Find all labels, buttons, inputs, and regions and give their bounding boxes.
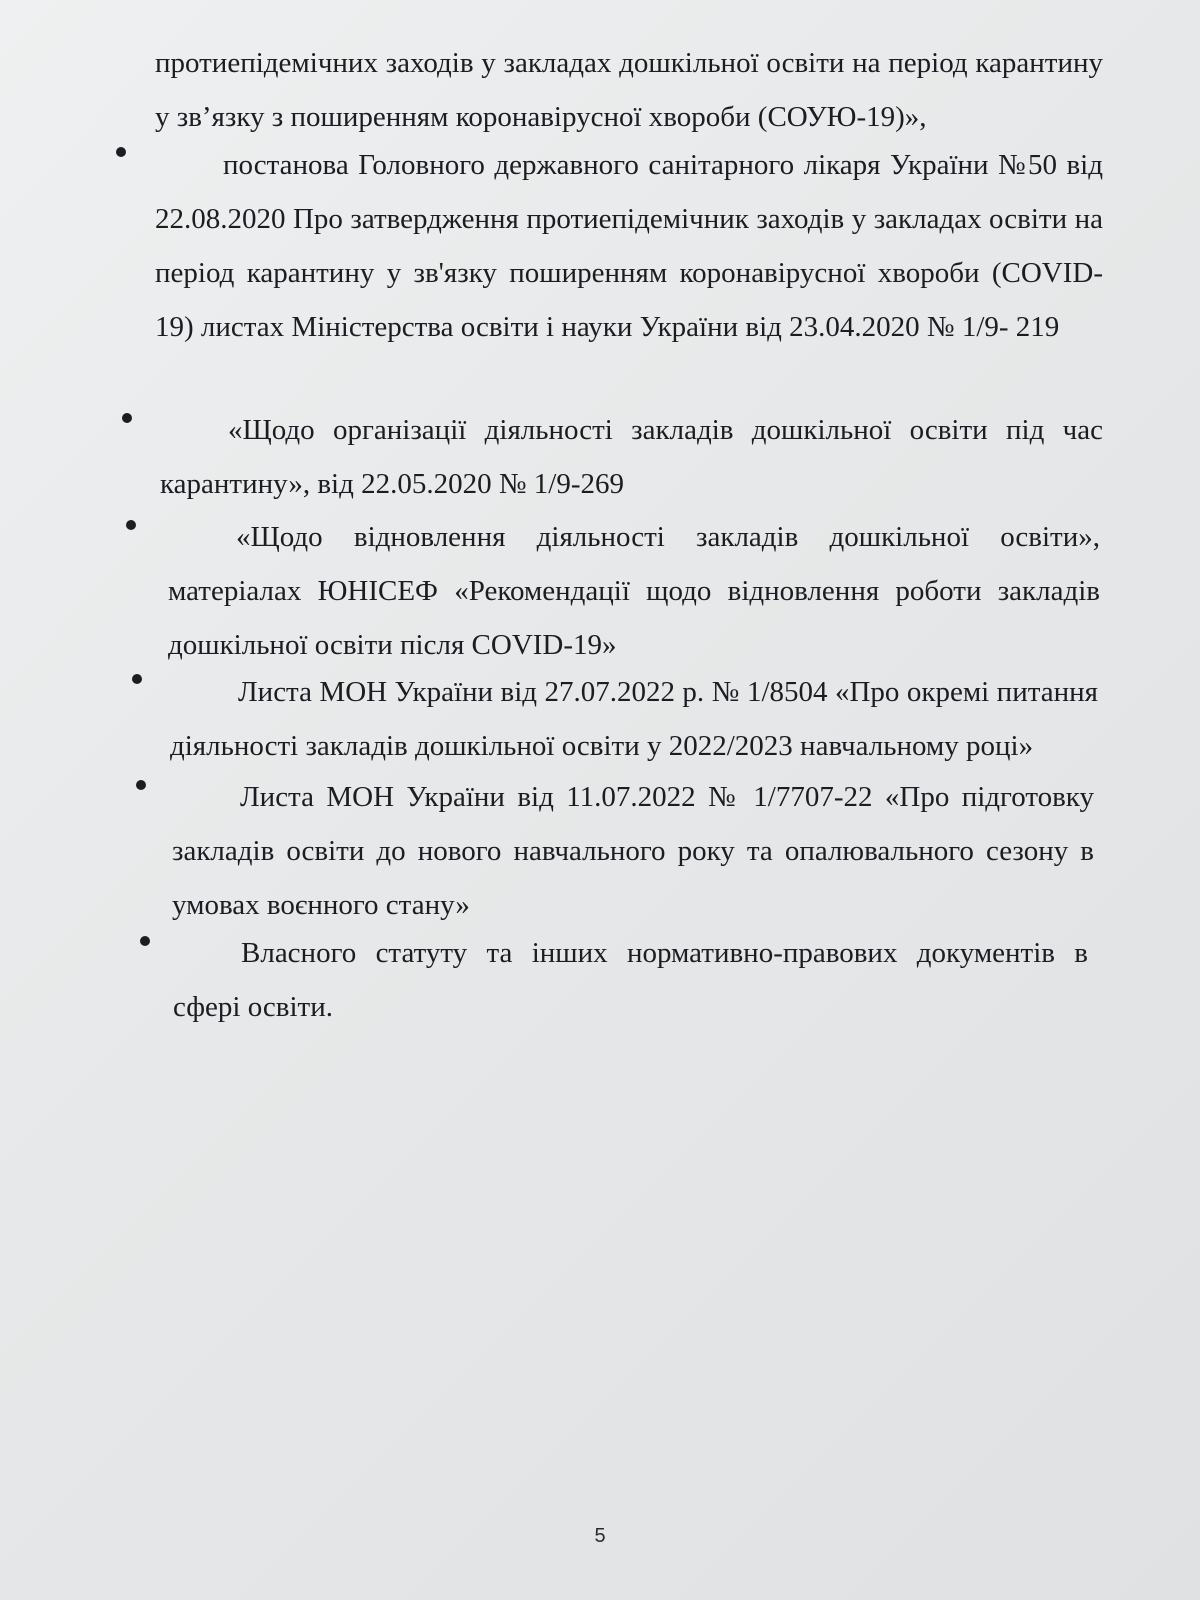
text-line: Листа МОН України від 27.07.2022 р. № 1/8504 «Про окремі питання <box>238 676 1098 708</box>
text-line: Власного статуту та інших нормативно-правових документів в сфері <box>173 937 1088 1023</box>
page-number: 5 <box>594 1525 606 1547</box>
list-item <box>172 770 1094 932</box>
list-bullet <box>116 147 126 157</box>
text-line: дошкільної освіти після COVID-19» <box>168 629 617 661</box>
list-item <box>155 138 1103 354</box>
list-item <box>160 403 1103 511</box>
text-line: «Щодо відновлення діяльності закладів дошкільної освіти», <box>236 521 1100 553</box>
text-line: освіти. <box>247 991 333 1023</box>
text-line: закладів освіти до нового навчального року та опалювального сезону в <box>172 835 1094 867</box>
text-line: хвороби (COVID-19) листах Міністерства освіти і науки України від <box>155 257 1104 343</box>
text-line: «Щодо організації діяльності закладів дошкільної освіти під час <box>228 414 1103 446</box>
text-line: Листа МОН України від 11.07.2022 № 1/7707-22 «Про підготовку <box>240 781 1094 813</box>
text-line: діяльності закладів дошкільної освіти у 2022/2023 навчальному році» <box>170 730 1034 762</box>
text-line: карантину у зв’язку з поширенням коронавірусної хвороби (СОУЮ-19)», <box>155 47 1103 133</box>
list-bullet <box>126 520 136 530</box>
text-line: карантину», від 22.05.2020 № 1/9-269 <box>160 468 624 500</box>
text-line: на період карантину у зв'язку поширенням коронавірусної <box>155 203 1103 289</box>
continuation-paragraph <box>155 36 1103 144</box>
text-line: протиепідемічних заходів у закладах дошкільної освіти на період <box>155 47 968 79</box>
text-line: постанова Головного державного санітарного лікаря України №50 від <box>223 149 1103 181</box>
text-line: 23.04.2020 № 1/9- 219 <box>789 311 1060 343</box>
list-bullet <box>132 674 142 684</box>
text-line: умовах воєнного стану» <box>172 889 470 921</box>
list-item <box>168 510 1100 672</box>
list-bullet <box>122 413 132 423</box>
list-item <box>170 665 1098 773</box>
list-bullet <box>136 780 146 790</box>
list-bullet <box>140 936 150 946</box>
text-line: матеріалах ЮНІСЕФ «Рекомендації щодо відновлення роботи закладів <box>168 575 1100 607</box>
list-item <box>173 926 1088 1034</box>
text-line: 22.08.2020 Про затвердження протиепідемічник заходів у закладах освіти <box>155 203 1068 235</box>
